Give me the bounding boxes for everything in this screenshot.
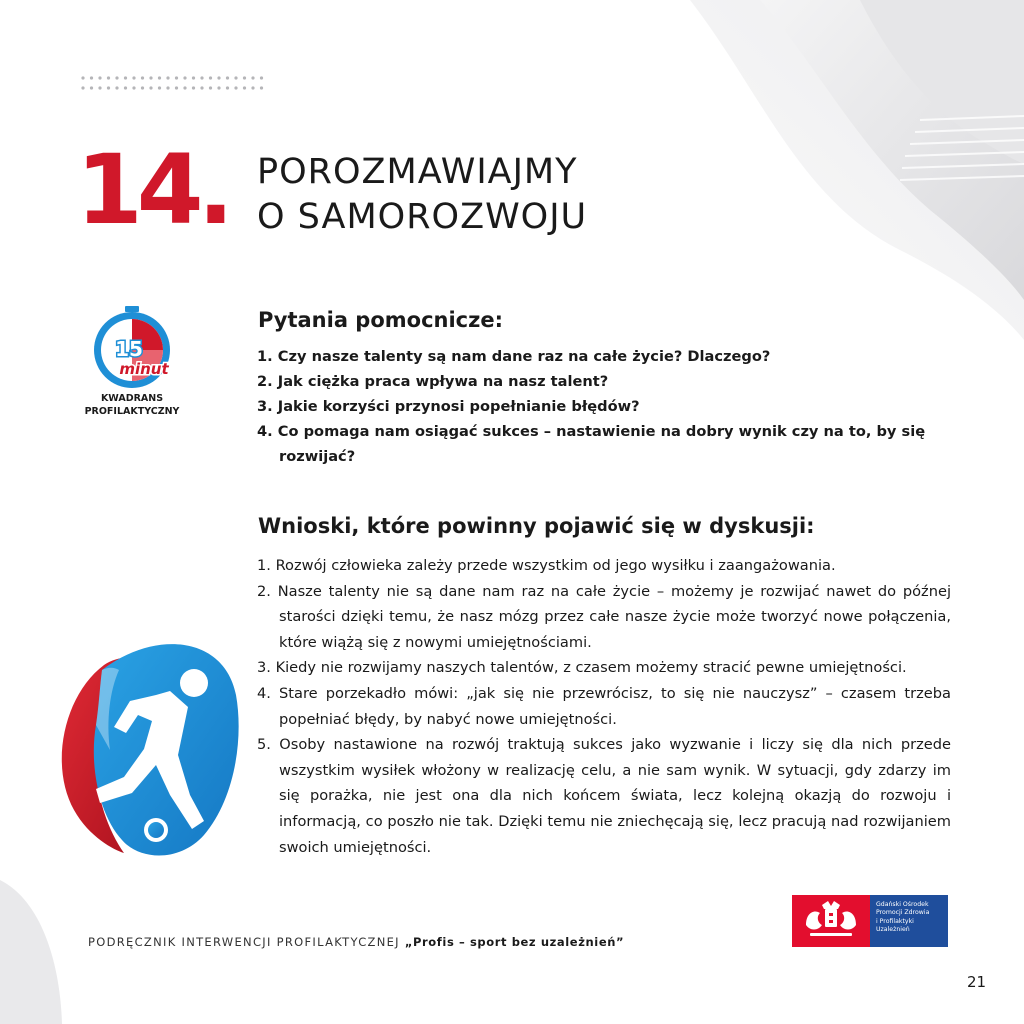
divider-dot (243, 86, 246, 89)
conclusion-item: 5. Osoby nastawione na rozwój traktują sukces jako wyzwanie i liczy się dla nich przede wszystkim wysiłek włożony w realizację celu, a nie sam wynik. W sytuacji, gdy zdarzy im się porażka, nie jest ona dla nich końcem świata, lecz kolejną okazją do rozwoju i informacją, co poszło nie tak. Dzięki temu nie zniechęcają się, lecz pracują nad rozwijaniem swoich umiejętności. (257, 736, 951, 856)
chapter-title (257, 150, 587, 240)
divider-dot (158, 76, 161, 79)
divider-dot (217, 76, 220, 79)
divider-dot (166, 76, 169, 79)
divider-dot (166, 86, 169, 89)
manual-title: PODRĘCZNIK INTERWENCJI PROFILAKTYCZNEJ (88, 935, 400, 949)
org-name-line4: Uzależnień (876, 926, 910, 934)
chapter-title-line2: O SAMOROZWOJU (257, 197, 588, 237)
divider-dot (124, 86, 127, 89)
question-item: 1. Czy nasze talenty są nam dane raz na całe życie? Dlaczego? (257, 348, 771, 365)
divider-dot (81, 76, 84, 79)
divider-dot (200, 86, 203, 89)
dotted-divider (80, 74, 270, 94)
program-name: „Profis – sport bez uzależnień” (404, 935, 625, 949)
organization-logo (792, 895, 948, 947)
footer-title (88, 935, 624, 949)
timer-badge (80, 306, 184, 418)
stopwatch-icon (84, 306, 180, 392)
divider-dot (141, 76, 144, 79)
divider-dot (209, 86, 212, 89)
divider-dot (226, 86, 229, 89)
timer-label (80, 392, 184, 418)
organization-name (870, 895, 948, 947)
divider-dot (226, 76, 229, 79)
divider-dot (98, 86, 101, 89)
divider-dot (192, 76, 195, 79)
divider-dot (251, 76, 254, 79)
questions-heading: Pytania pomocnicze: (258, 308, 503, 332)
divider-dot (132, 86, 135, 89)
divider-dot (158, 86, 161, 89)
divider-dot (90, 76, 93, 79)
chapter-number: 14. (76, 134, 229, 246)
divider-dot (107, 86, 110, 89)
divider-dot (115, 86, 118, 89)
divider-dot (234, 76, 237, 79)
divider-dot (90, 86, 93, 89)
divider-dot (217, 86, 220, 89)
divider-dot (260, 76, 263, 79)
divider-dot (183, 76, 186, 79)
divider-dot (107, 76, 110, 79)
divider-dot (175, 86, 178, 89)
divider-dot (192, 86, 195, 89)
conclusion-item: 3. Kiedy nie rozwijamy naszych talentów, z czasem możemy stracić pewne umiejętności. (257, 659, 907, 677)
org-name-line3: i Profilaktyki (876, 917, 914, 925)
divider-dot (149, 76, 152, 79)
divider-dot (141, 86, 144, 89)
divider-dot (124, 76, 127, 79)
footballer-logo-icon (44, 625, 244, 865)
divider-dot (175, 76, 178, 79)
question-item: 2. Jak ciężka praca wpływa na nasz talent? (257, 373, 609, 390)
question-item: 4. Co pomaga nam osiągać sukces – nastawienie na dobry wynik czy na to, by się rozwijać? (257, 423, 926, 465)
page-number: 21 (967, 973, 987, 991)
divider-dot (260, 86, 263, 89)
divider-dot (183, 86, 186, 89)
divider-dot (98, 76, 101, 79)
coat-of-arms-icon (792, 895, 870, 947)
divider-dot (234, 86, 237, 89)
divider-dot (132, 76, 135, 79)
conclusions-list (257, 553, 951, 860)
timer-label-line2: PROFILAKTYCZNY (84, 406, 180, 417)
org-name-line2: Promocji Zdrowia (876, 909, 930, 917)
divider-dot (149, 86, 152, 89)
divider-dot (81, 86, 84, 89)
questions-list (257, 344, 957, 469)
conclusions-heading: Wnioski, które powinny pojawić się w dyskusji: (258, 514, 815, 538)
conclusion-item: 4. Stare porzekadło mówi: „jak się nie przewrócisz, to się nie nauczysz” – czasem trzeba popełniać błędy, by nabyć nowe umiejętności. (257, 684, 951, 728)
divider-dot (251, 86, 254, 89)
divider-dot (209, 76, 212, 79)
conclusion-item: 1. Rozwój człowieka zależy przede wszystkim od jego wysiłku i zaangażowania. (257, 557, 836, 574)
org-name-line1: Gdański Ośrodek (876, 901, 929, 908)
divider-dot (115, 76, 118, 79)
timer-number: 15 (115, 337, 143, 361)
question-item: 3. Jakie korzyści przynosi popełnianie błędów? (257, 398, 640, 415)
divider-dot (243, 76, 246, 79)
chapter-title-line1: POROZMAWIAJMY (257, 152, 578, 192)
timer-unit: minut (119, 360, 169, 378)
conclusion-item: 2. Nasze talenty nie są dane nam raz na całe życie – możemy je rozwijać nawet do późnej starości dzięki temu, że nasz mózg przez całe nasze życie może tworzyć nowe połączenia, które wiążą się z nowymi umiejętnościami. (257, 582, 951, 651)
timer-label-line1: KWADRANS (100, 393, 164, 404)
divider-dot (200, 76, 203, 79)
